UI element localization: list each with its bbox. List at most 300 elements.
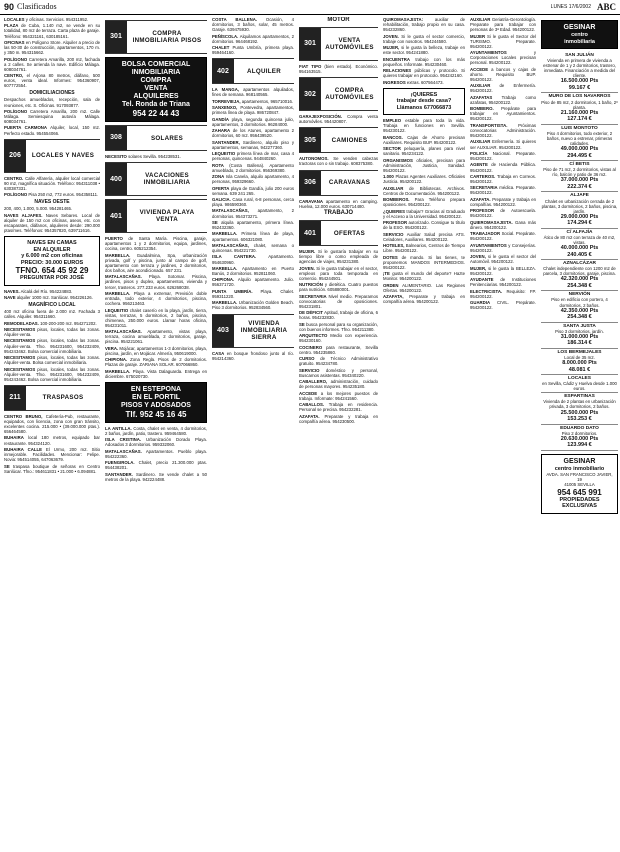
property-price: 21.160.000 Pts	[560, 109, 599, 116]
classified-ad	[105, 253, 207, 273]
ad-text: chalet, semana o quincenas. 954221730.	[212, 242, 294, 254]
box-line2: EN ALQUILER	[33, 246, 71, 253]
ad-text: de mando. Si las tienes, te proponemos MANDOS INTERMEDIOS. 954200122.	[383, 254, 466, 270]
column-3	[210, 17, 296, 850]
property-price-eur: 153.253 €	[567, 416, 592, 423]
ad-heading: MATALASCAÑAS,	[212, 208, 249, 214]
classified-ad	[4, 73, 100, 88]
box-line1: BOLSA COMERCIAL	[121, 61, 191, 68]
ad-heading: BUHAIRA	[4, 435, 24, 441]
ad-text: Apartamento. 954630960.	[212, 254, 294, 265]
box-line1: NAVES EN CAMAS	[27, 240, 77, 247]
ad-heading: CENTRO.	[4, 175, 24, 181]
property-text: Vivienda de 2 plantas en urbanización privada, 3 dormitorios, 2 baños.	[543, 399, 616, 410]
ad-heading: COCINERO	[299, 344, 323, 350]
ad-text: 200, 400, 1.000, 5.000. 954281465.	[4, 206, 73, 212]
property-text: Piso en edificio con portero, 4 dormitorios, 2 baños.	[551, 297, 608, 308]
ad-heading: AUXILIAR	[470, 83, 491, 89]
classified-ad	[470, 123, 536, 138]
ad-text: Geriatría-Gerontología. Preparate para trabajar con personas de 3ª Edad. 954200122.	[470, 17, 536, 33]
ad-heading: NAVES ALJAFES.	[4, 212, 43, 218]
ad-heading: NECESITAMOS	[4, 355, 36, 361]
ad-text: extras. 607564473.	[406, 79, 444, 85]
ad-heading: MUJER,	[470, 265, 487, 271]
subheading: NAVES OESTE	[34, 199, 70, 206]
ad-heading: OFICINAS	[4, 39, 25, 45]
ad-text: traspasa boutique de señoras en Centro Sanlúcar. Tfno.: 954611831 • 21.000 • 6.094881.	[4, 463, 100, 474]
property-text: Piso de 71 m2, 2 dormitorios, vistas al río, balcón y patio de 36 m2.	[543, 167, 616, 178]
property-price: 42.350.000 Pts	[560, 307, 599, 314]
ad-text: Balnearios, Centros de Tiempo Libre. 954200122.	[383, 243, 465, 254]
ad-heading: TRABAJADOR	[470, 231, 501, 237]
box-tel: TFNO. 654 45 92 29	[15, 266, 89, 276]
box-line2: trabajar desde casa? Llámanos 677066873	[396, 98, 452, 111]
classified-ad	[383, 197, 465, 207]
ad-text: de Autoescuela. 954200122.	[470, 208, 536, 219]
ad-text: públicas y protocolo. Si quieres trabajar en protocolo. 954242160.	[383, 68, 465, 79]
section-number: 302	[299, 78, 321, 110]
ad-text: Apartamento en Puerto Banús, 2 dormitorios. 952811060.	[212, 265, 294, 276]
property-text: Local de 35 m2.	[564, 354, 595, 360]
ad-heading: NECESITO	[105, 154, 127, 159]
box-line1: ¡QUIERES	[410, 91, 438, 98]
ad-heading: PROFESOR	[470, 208, 495, 214]
classified-ad	[105, 291, 207, 306]
header-right	[551, 2, 616, 12]
ad-heading: AUXILIAR	[383, 185, 404, 191]
box-line2: INMOBILIARIA	[131, 69, 181, 76]
property-text: Chalet en urbanización cerrada de 2 plantas, 3 dormitorios, 2 baños, piscina, jardín.	[541, 198, 618, 214]
ad-text: chalet caserío en la playa, jardín, tierra, vistas, terrazas, 5 dormitorios, 2 baños, piscina, chimenea, 250.000 euros. Llamar horas oficina, 954231011.	[105, 307, 207, 328]
section-number: 401	[299, 221, 321, 245]
ad-text: Alcalá del Río. 954224883.	[20, 288, 73, 294]
classified-ad	[470, 208, 536, 218]
ad-text: Sardinero. Se vende chalet a 50 metros de la playa. 942224488.	[105, 471, 207, 482]
ad-heading: CABALLERO,	[299, 379, 328, 385]
box-line5: ALQUILERES	[133, 93, 179, 100]
classified-ad	[212, 277, 294, 287]
ad-heading: COSTA BALLENA.	[212, 17, 258, 22]
box-line3: y 6.000 m2 con oficinas	[21, 253, 83, 260]
ad-text: Playa. Chalet. 959311220.	[212, 288, 294, 299]
classified-ad	[105, 357, 207, 367]
ad-text: Costa, chalet en venta, 4 dormitorios, 2 baños, jardín, patio, trastero. 959464580.	[105, 425, 207, 436]
classified-ad	[383, 283, 465, 293]
classified-ad	[299, 379, 378, 389]
classified-ad	[299, 414, 378, 424]
classified-ad	[212, 231, 294, 241]
ad-text: en bosque frondoso junto al río. 954214360.	[212, 350, 294, 361]
ad-text: de Instituciones Penitenciarias. 954200122.	[470, 277, 536, 288]
ad-text: en Polígono Store. Alquiler a precio de las 50-30 de construcción, apartamentos, 170 m. y 350 m. 954315662.	[4, 39, 100, 56]
ad-heading: CASA	[212, 350, 225, 356]
classified-ad	[299, 333, 378, 343]
classified-ad	[383, 232, 465, 242]
newspaper-logo: ABC	[596, 2, 616, 12]
classified-ad	[299, 266, 378, 281]
classified-ad	[383, 80, 465, 85]
ad-heading: DOTES	[383, 254, 398, 260]
ad-heading: AYUNTAMIENTOS	[470, 50, 507, 56]
ad-text: Urbanización Golden Beach. Piso 3 dormitorios. 952834560.	[212, 300, 295, 311]
ad-text: apartamento, 2 dormitorios. 954373271.	[212, 208, 294, 219]
section-number: 206	[4, 140, 26, 172]
section-band	[299, 27, 378, 61]
column-4	[297, 17, 380, 850]
classified-ad	[4, 192, 100, 197]
section-number: 301	[105, 21, 127, 53]
ad-text: ALIMENTARIO. Las Regiones Ofertas. 954200122.	[383, 282, 465, 293]
ad-heading: EMPLEO	[383, 118, 402, 124]
ad-text: Playa. Vista Dalaguarda. Entrega en diciembre. 675020730.	[105, 368, 207, 379]
ad-heading: AUTONOMOS.	[299, 156, 329, 162]
ad-text: de Técnico Administrativo gratuito. 954234780.	[299, 356, 378, 367]
ad-heading: CHIPIONA.	[212, 277, 235, 283]
property-title: LOS BERMEJALES	[557, 349, 602, 355]
classified-ad	[4, 414, 100, 434]
classified-ad: Despachos amueblados, recepción, sala de reuniones, etc. S. Oficinas. 917093877.	[4, 97, 100, 108]
ad-text: Pisa 250 m2, 772 euros. 954358111.	[28, 192, 99, 198]
classified-ad	[4, 447, 100, 462]
ad-text: busca personal para su organización, con buenos informes. Tfno. 954211380.	[299, 321, 378, 332]
issue-date: LUNES 17/6/2002	[550, 4, 591, 10]
ad-heading: ACCEDE	[470, 66, 489, 72]
ad-text: y Corporaciones Locales precisan personal. 954200122.	[470, 50, 536, 66]
ad-text: Sardinero, alquilo piso y apartamentos, semanas, 942277360.	[212, 139, 294, 150]
property-title: NERVIÓN	[568, 292, 591, 298]
classified-ad	[299, 391, 378, 401]
ad-heading: SECTOR	[383, 146, 401, 152]
classified-ad	[212, 220, 294, 230]
agency-address: AVDA. SAN FRANCISCO JAVIER, 19	[546, 472, 613, 483]
property-price: 8.000.000 Pts	[562, 360, 597, 366]
section-band	[299, 77, 378, 111]
classified-ad	[383, 186, 465, 196]
classified-ad	[470, 162, 536, 172]
section-title: VENTA AUTOMÓVILES	[325, 37, 374, 51]
ad-heading: AZAFATA,	[383, 294, 404, 300]
ad-heading: POLÍGONO	[4, 192, 28, 198]
classified-ad	[4, 289, 100, 294]
classified-ad	[299, 282, 378, 292]
ad-heading: MARBELLA.	[105, 252, 131, 258]
ad-text: Playa a extremar, Previsión doble entrada, todo exterior, 4 dormitorios, piscina, cochera. 956213463.	[105, 290, 207, 307]
ad-text: y Consejerías. 954200122.	[470, 242, 536, 253]
ad-heading: CENTRO BRUNO,	[4, 413, 43, 419]
classified-ad	[212, 300, 294, 310]
ad-text: Para Teléfono prepara oposiciones. 954200122.	[383, 197, 465, 208]
section-title: LOCALES Y NAVES	[31, 152, 95, 160]
ad-text: Plazas Agentes Auxiliares. Oficiales Justicia. 954200122.	[383, 174, 465, 185]
ad-text: 100-200-200 m2. 954271202.	[40, 320, 97, 326]
classified-ad	[470, 197, 536, 207]
ad-heading: ACCEDE	[299, 390, 318, 396]
classified-ad	[212, 99, 294, 104]
ad-text: auxiliar de rehabilitación, trabajo propio en su casa. 954232860.	[383, 17, 465, 33]
ad-heading: MUJER.	[299, 249, 316, 255]
ad-text: apartamentos alquilados, fines de semana. 968140565.	[212, 87, 295, 98]
ad-text: Chalet, precio 21.300.000 ptas. 954438201.	[105, 460, 207, 471]
ad-text: autorizado. Consigue tu título de la ESO. 954200122.	[383, 220, 465, 231]
section-number: 306	[299, 171, 321, 195]
ad-heading: TRANSPORTISTA.	[470, 122, 508, 128]
box-line3: PISOS Y ADOSADOS	[121, 401, 191, 409]
ad-text: gusta el mundo del deporte? Hazte Monitor. 954200122.	[383, 271, 465, 282]
property-title: ESPARTINAS	[564, 394, 595, 400]
ad-text: Ocasión, 4 dormitorios, 3 baños, solar, 45 metros. Garaje. 639475930.	[212, 17, 295, 33]
classified-ad	[212, 208, 294, 218]
display-ad-box	[4, 236, 100, 286]
ad-heading: MARBELLA.	[105, 290, 131, 296]
section-title: CAMIONES	[331, 136, 368, 144]
section-title: OFERTAS	[333, 229, 366, 237]
section-title: ALQUILER	[246, 67, 282, 75]
agency-line: inmobiliaria	[564, 38, 595, 45]
classified-ad	[4, 435, 100, 445]
property-text: Chalet independiente con 1200 m2 de parcela, 3 dormitorios, garaje, piscina.	[543, 266, 616, 277]
ad-text: playa de Gandía, julio 200 euros semana. 639 241 265.	[212, 185, 295, 196]
ad-heading: ROTA	[212, 162, 224, 168]
section-band	[105, 20, 207, 54]
property-listing	[541, 425, 618, 451]
ad-heading: BOMBERO.	[470, 106, 494, 112]
ad-heading: AZAFATA.	[470, 196, 491, 202]
section-title: VIVIENDA INMOBILIARIA SIERRA	[240, 320, 288, 342]
ad-heading: PUERTO	[105, 236, 123, 242]
ad-text: pisos, locales, todas las zonas. Alquiler-venta. Bolsa comercial inmobiliaria.	[4, 355, 101, 366]
ad-heading: ELECTRICISTA.	[470, 288, 503, 294]
classified-ad	[299, 356, 378, 366]
section-title: COMPRA INMOBILIARIA PISOS	[132, 30, 202, 44]
ad-heading: AZAFATA.	[299, 413, 320, 419]
classified-ad	[383, 243, 465, 253]
ad-heading: SE	[299, 321, 305, 327]
classified-ad	[105, 329, 207, 344]
agency-footer	[541, 454, 618, 514]
ad-text: alquila apartamento, primera línea. 952432360.	[212, 219, 294, 231]
ad-text: Trabajo como azafatas, 954200122.	[470, 94, 536, 105]
section-band	[105, 162, 207, 196]
classified-ad	[212, 128, 294, 138]
classified-ad	[299, 294, 378, 309]
property-title: C/ ALFAJÍA	[566, 229, 593, 235]
classified-ad	[383, 68, 465, 78]
ad-text: Próximas convocatorias Administración. 954200122.	[470, 122, 536, 139]
ad-heading: AYUNTAMIENTOS	[470, 242, 507, 248]
agency-phone: 954 645 991	[557, 487, 602, 497]
property-price-eur: 123.994 €	[567, 442, 592, 449]
classified-ad	[212, 87, 294, 97]
ad-heading: GUARDIA	[470, 300, 491, 306]
section-number: 400	[105, 163, 127, 195]
ad-text: Si le gusta el sector comercio, trabaje con nosotros. 954244580.	[383, 33, 465, 44]
ad-heading: LEQUEITIO	[212, 151, 236, 157]
classified-ad	[383, 118, 465, 133]
agency-name: GESINAR	[563, 457, 596, 465]
section-name: Clasificados	[17, 2, 57, 11]
property-text: Ático de 80 m2 con terraza de 40 m2, vistas.	[543, 234, 616, 245]
section-number: 402	[212, 59, 234, 83]
classified-ad	[4, 355, 100, 365]
classified-ad	[212, 186, 294, 196]
ad-heading: HOTELES,	[383, 243, 405, 249]
property-title: C/ BETIS	[569, 162, 590, 168]
property-title: EDUARDO DATO	[560, 425, 599, 431]
ad-heading: JOVEN.	[299, 265, 315, 271]
ad-heading: PUERTA CARMONA	[4, 125, 48, 131]
section-title: VIVIENDA PLAYA VENTA	[139, 209, 195, 224]
ad-heading: AUXILIAR	[470, 17, 491, 22]
section-number: 401	[105, 200, 127, 232]
ad-heading: CHALET	[212, 45, 230, 51]
ad-text: Calle Alfarería, alquiler local comercial 90 m2, magnífica situación. Teléfono: 954311038 • 630387331.	[4, 175, 100, 191]
ad-text: Playa. Sotomar. Piscina, jardines, pisos y duplex, apartamentos, vivienda y tercer, trasteros. 277.233 euros. 626268038.	[105, 274, 207, 290]
property-price: 37.000.000 Pts	[560, 177, 599, 184]
classified-ad	[383, 158, 465, 173]
ad-text: si le gusta la belleza, trabaje en este sector. 954241880.	[383, 45, 465, 56]
property-text: Piso 4 dormitorios, todo exterior, 2 baños, nuevo a estrenar, primeras calidades.	[546, 130, 613, 147]
ad-heading: GANDÍA	[212, 116, 229, 122]
section-heading: TRABAJO	[323, 210, 353, 217]
section-number: 301	[299, 28, 321, 60]
classified-ad	[470, 17, 536, 32]
section-heading: MOTOR	[327, 17, 350, 23]
ad-text: pisos, locales, todas las zonas. Alquiler-venta. Tfno. 954231600, 954232409, 954243462. Bolsa comercial inmobiliaria.	[4, 338, 101, 354]
ad-text: primera línea de mar, casa 4 personas, quincenas. 944840260.	[212, 151, 294, 162]
ad-text: Nacional. Preparate. 954200122.	[470, 150, 536, 162]
agency-banner	[541, 20, 618, 49]
box-tel: Tlf. 952 45 16 45	[125, 409, 187, 419]
ad-heading: REMODELADAS.	[4, 320, 39, 326]
ad-text: Carretera Amarilla, 200 m2, fachada a 2 calles. Se arrienda la nave. Edificio Málaga. 608034761.	[4, 56, 100, 72]
classified-ad	[212, 45, 294, 55]
classified-ad	[470, 277, 536, 287]
classified-ad	[470, 289, 536, 299]
property-price: 40.000.000 Pts	[560, 245, 599, 252]
classified-ad	[299, 345, 378, 355]
ad-text: Mojácar, apartamentos 1-3 dormitorios, playa, piscina, jardín, en Mojácar. Almería, 950619000.	[105, 345, 207, 356]
ad-heading: SECRETARIA	[470, 185, 498, 191]
property-listing	[541, 125, 618, 161]
ad-text: apartamentos, 965710016.	[241, 98, 294, 104]
classified-ad	[4, 125, 100, 135]
ad-heading: NECESITAMOS	[4, 366, 36, 372]
section-number: 211	[4, 386, 26, 410]
ad-heading: ARQUITECTO	[299, 333, 328, 339]
classified-ad	[383, 57, 465, 67]
classified-ad	[4, 23, 100, 38]
ad-text: para restaurante, Sevilla centro. 954235860.	[299, 344, 379, 355]
ad-text: peluquería, planes para nivel sanitario. 954234122.	[383, 146, 465, 157]
ad-text: solares Sevilla. 954238531.	[128, 154, 181, 159]
ad-heading: PROFESOR	[383, 220, 408, 226]
classified-ad	[212, 117, 294, 127]
classified-ad	[4, 321, 100, 326]
property-price: 29.000.000 Pts	[560, 213, 599, 220]
property-text: Piso 3 dormitorios, jardín.	[555, 328, 604, 334]
section-number: 305	[299, 128, 321, 152]
classified-ad	[299, 249, 378, 264]
section-number: 403	[212, 315, 234, 347]
ad-heading: MARBELLA.	[212, 265, 238, 271]
classified-ad	[470, 83, 536, 93]
classified-ad	[299, 114, 378, 124]
ad-heading: MATALASCAÑAS.	[105, 448, 142, 454]
page-number: 90	[4, 2, 15, 12]
subheading: MAGNÍFICO LOCAL	[28, 302, 76, 309]
classified-ad	[383, 294, 465, 304]
property-price-eur: 99.167 €	[568, 84, 591, 91]
ad-heading: SECRETARIA	[299, 293, 327, 299]
ad-heading: LA ANTILLA.	[105, 425, 132, 431]
ad-heading: SE	[212, 219, 218, 225]
property-price: 16.500.000 Pts	[560, 78, 599, 85]
section-band	[105, 199, 207, 233]
classified-ad	[105, 426, 207, 436]
classified-ad	[4, 109, 100, 124]
ad-text: trabajo con los más pequeños. Informate. 954230460.	[383, 56, 465, 67]
box-note: PREGUNTAR POR JOSÉ	[19, 275, 85, 282]
section-band	[299, 170, 378, 196]
property-price: 25.500.000 Pts	[560, 409, 599, 416]
ad-text: médica. Preparate. 954200122.	[470, 185, 536, 196]
ad-text: Alquilamos apartamentos, 2 dormitorios. 964468192.	[212, 33, 294, 44]
ad-heading: SANXENXO,	[212, 105, 238, 111]
classified-ad	[470, 243, 536, 253]
classified-ad	[4, 367, 100, 382]
section-number: 308	[105, 126, 127, 150]
property-listing	[541, 229, 618, 260]
property-price-eur: 222.374 €	[567, 183, 592, 190]
ad-text: Carretera Amarilla, 200 m2. Calle Málaga. Semiesquina autovía Málaga. 608034761.	[4, 108, 100, 125]
property-listing	[541, 192, 618, 228]
property-text: Vivienda en primera de vivienda a estrenar de 1 y 2 dormitorios, trastero, inmediata. Financiación a medida del cliente.	[543, 58, 616, 79]
ad-text: Primera línea de playa, apartamentos. 606321080.	[212, 231, 295, 242]
classified-ad	[212, 289, 294, 299]
classified-ad	[299, 310, 378, 320]
ad-heading: NAVES.	[4, 288, 20, 294]
classified-ad	[4, 213, 100, 233]
ad-text: Urbanización Dorado Playa. Adosados 3 dormitorios. 959332060.	[105, 437, 207, 448]
ad-text: pisos, locales, todas las zonas. Alquiler-venta. Tfno. 954231600, 954232409, 954243462. Bolsa comercial inmobiliaria.	[4, 366, 101, 382]
subheading: DOMICILIACIONES	[29, 90, 75, 97]
classified-ad	[105, 154, 207, 159]
ad-text: Cajas de Ahorro precisan Auxiliares. Requisito BUP. 954200122.	[383, 134, 465, 145]
ad-heading: INGRESOS	[383, 79, 406, 85]
ad-text: playa, segunda quincena julio, apartamentos, 3 dormitorios. 96284000.	[212, 116, 294, 127]
column-2	[103, 17, 209, 850]
ad-heading: ORGANISMOS	[383, 157, 413, 163]
classified-ad	[105, 369, 207, 379]
classified-ad	[299, 156, 378, 166]
ad-heading: LA MANGA,	[212, 87, 240, 93]
ad-heading: MATALASCAÑAS.	[105, 274, 142, 280]
ad-heading: AYUDANTE	[470, 277, 494, 283]
classified-ad	[383, 271, 465, 281]
property-text: Piso 2 dormitorios.	[561, 430, 598, 436]
classified-ad	[383, 255, 465, 270]
ad-heading: CARAVANA	[299, 198, 323, 204]
ad-heading: NAVE	[4, 294, 16, 300]
ad-text: y oficinas. Servicios. 954311952.	[25, 17, 89, 22]
ad-heading: CARTEROS.	[470, 173, 496, 179]
classified-ad	[299, 402, 378, 412]
ad-text: Trabaja en Correos. 954200122.	[470, 173, 536, 184]
classified-ad	[105, 449, 207, 459]
property-price-eur: 254.348 €	[567, 314, 592, 321]
section-band	[4, 385, 100, 411]
agency-name: GESINAR	[563, 24, 596, 31]
